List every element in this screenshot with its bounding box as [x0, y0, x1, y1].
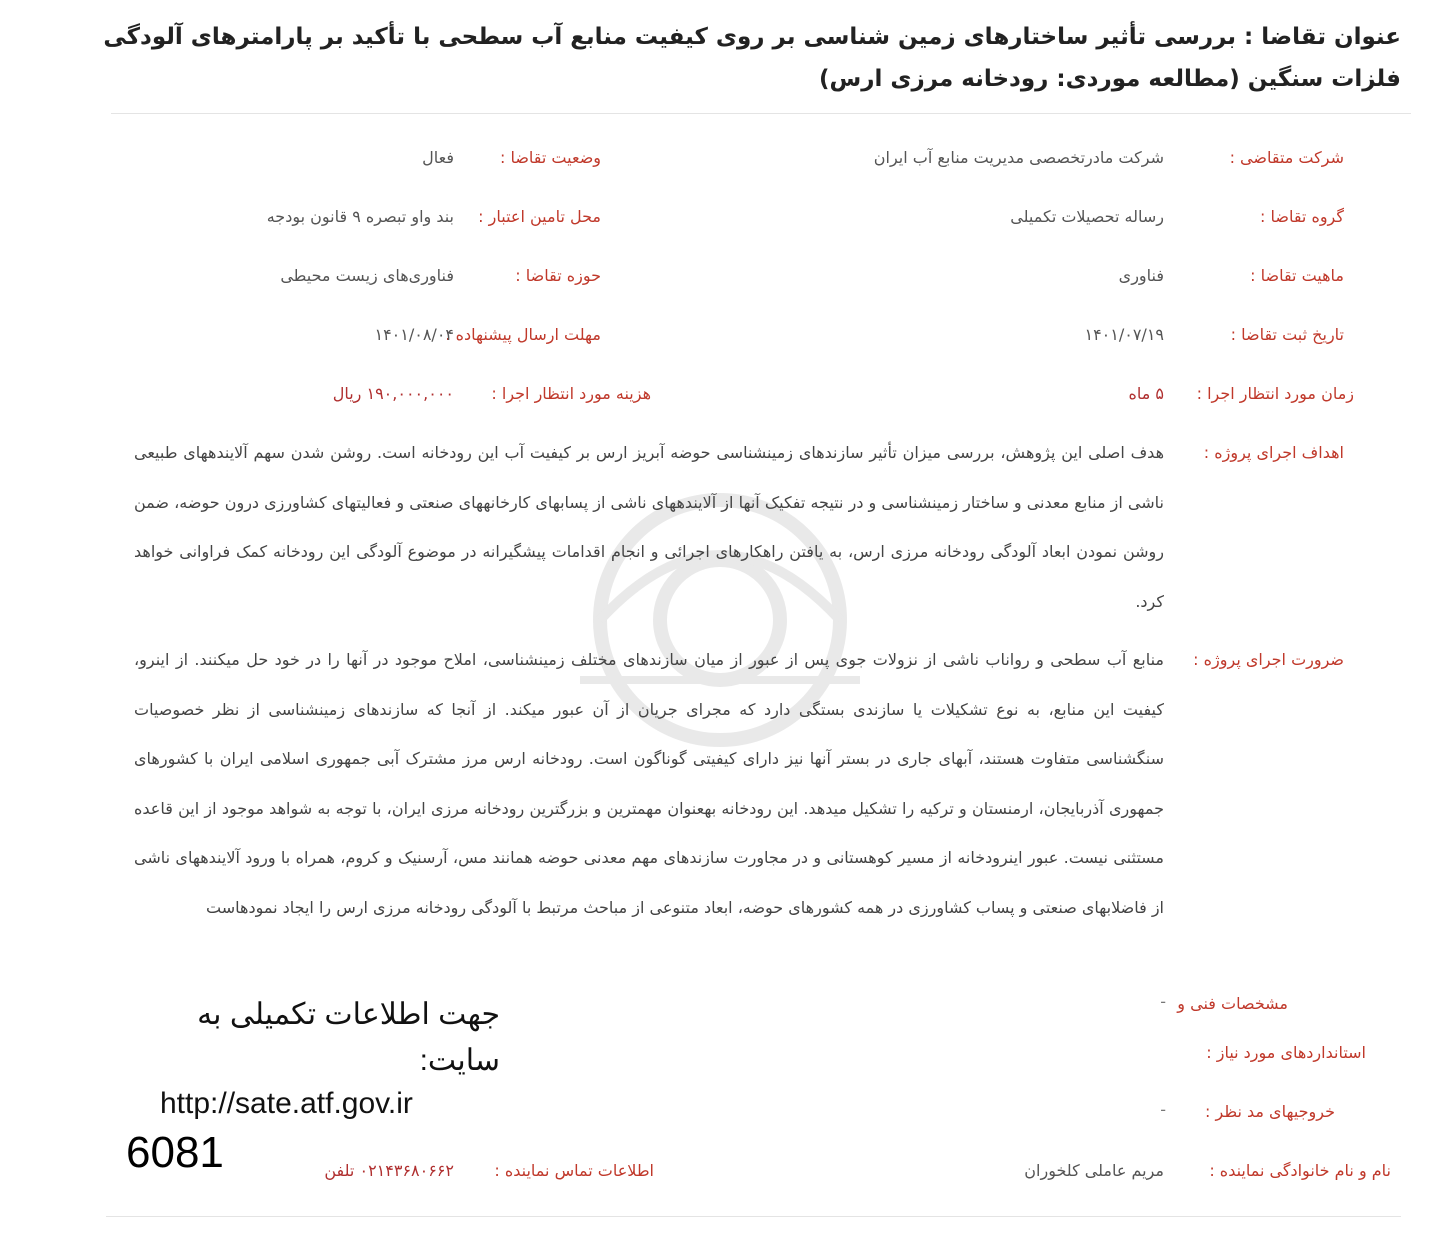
necessity-text: منابع آب سطحی و رواناب ناشی از نزولات جوی پس از عبور از میان سازندهای مختلف زمینشناسی، املاح موجود در آنها را در خود حل میکنند. از اینرو، کیفیت این منابع، به نوع تشکیلات یا سازندی بستگی دارد که مجرای جریان از آن عبور میکند. از آنجا که سازندهای زمینشناسی از نظر خصوصیات سنگشناسی متفاوت هستند، آبهای جاری در بستر آنها نیز دارای کیفیتی گوناگون است. رودخانه ارس مرز مشترک آبی جمهوری اسلامی ایران با کشورهای جمهوری آذربایجان، ارمنستان و ترکیه را تشکیل میدهد. این رودخانه بهعنوان مهمترین و بزرگترین رودخانه مرزی ایران، با توجه به شواهد موجود از این قاعده مستثنی نیست. عبور اینرودخانه از مسیر کوهستانی و در مجاورت سازندهای مهم معدنی حوضه همانند مس، آرسنیک و کروم، همراه با ورود آلایندههای ناشی از فاضلابهای صنعتی و پساب کشاورزی در همه کشورهای حوضه، ابعاد متنوعی از مباحث مرتبط با آلودگی رودخانه مرزی ارس را ایجاد نمودهاست	[134, 650, 1164, 917]
funding-label: محل تامین اعتبار :	[478, 207, 601, 226]
status-label: وضعیت تقاضا :	[499, 148, 601, 167]
company-value: شرکت مادرتخصصی مدیریت منابع آب ایران	[873, 148, 1164, 167]
outputs-label: خروجیهای مد نظر :	[1205, 1102, 1335, 1121]
nature-label: ماهیت تقاضا :	[1250, 266, 1344, 285]
group-value: رساله تحصیلات تکمیلی	[1010, 207, 1164, 226]
specs-label-2: استانداردهای مورد نیاز :	[1206, 1043, 1366, 1062]
title-divider	[111, 113, 1411, 114]
document-code: 6081	[126, 1128, 224, 1177]
cost-value: ۱۹۰,۰۰۰,۰۰۰ ریال	[332, 384, 454, 403]
deadline-label: مهلت ارسال پیشنهاده :	[445, 325, 601, 344]
specs-value: -	[1160, 992, 1166, 1011]
domain-value: فناوری‌های زیست محیطی	[280, 266, 454, 285]
regdate-label: تاریخ ثبت تقاضا :	[1230, 325, 1344, 344]
company-label: شرکت متقاضی :	[1229, 148, 1344, 167]
cost-label: هزینه مورد انتظار اجرا :	[491, 384, 651, 403]
rep-contact-value: ۰۲۱۴۳۶۸۰۶۶۲ تلفن	[324, 1161, 454, 1180]
promo-line-1: جهت اطلاعات تکمیلی به سایت:	[197, 998, 500, 1077]
deadline-value: ۱۴۰۱/۰۸/۰۴	[374, 325, 454, 344]
rep-contact-label: اطلاعات تماس نماینده :	[494, 1161, 654, 1180]
domain-label: حوزه تقاضا :	[515, 266, 601, 285]
goals-label: اهداف اجرای پروژه :	[1203, 443, 1344, 462]
group-label: گروه تقاضا :	[1260, 207, 1344, 226]
rep-name-value: مریم عاملی کلخوران	[1024, 1161, 1164, 1180]
nature-value: فناوری	[1118, 266, 1164, 285]
funding-value: بند واو تبصره ۹ قانون بودجه	[266, 207, 454, 226]
page-title: عنوان تقاضا : بررسی تأثیر ساختارهای زمین شناسی بر روی کیفیت منابع آب سطحی با تأکید بر پارامترهای آلودگی فلزات سنگین (مطالعه موردی: رودخانه مرزی ارس)	[103, 24, 1401, 92]
duration-value: ۵ ماه	[1128, 384, 1164, 403]
outputs-value: -	[1160, 1100, 1166, 1119]
regdate-value: ۱۴۰۱/۰۷/۱۹	[1084, 325, 1164, 344]
rep-name-label: نام و نام خانوادگی نماینده :	[1209, 1161, 1391, 1180]
bottom-divider	[106, 1216, 1401, 1217]
specs-label-1: مشخصات فنی و	[1177, 994, 1288, 1013]
status-value: فعال	[422, 148, 454, 167]
necessity-label: ضرورت اجرای پروژه :	[1193, 650, 1344, 669]
goals-text: هدف اصلی این پژوهش، بررسی میزان تأثیر سازندهای زمینشناسی حوضه آبریز ارس بر کیفیت آب این رودخانه است. روشن شدن سهم آلایندههای طبیعی ناشی از منابع معدنی و ساختار زمینشناسی و در نتیجه تفکیک آنها از آلایندههای ناشی از پسابهای کارخانههای صنعتی و فعالیتهای کشاورزی درون حوضه، ضمن روشن نمودن ابعاد آلودگی رودخانه مرزی ارس، به یافتن راهکارهای اجرائی و انجام اقدامات پیشگیرانه در موضوع آلودگی این رودخانه کمک فراوانی خواهد کرد.	[134, 443, 1164, 611]
promo-url[interactable]: http://sate.atf.gov.ir	[160, 1087, 413, 1120]
promo-block	[160, 992, 500, 1124]
duration-label: زمان مورد انتظار اجرا :	[1196, 384, 1354, 403]
